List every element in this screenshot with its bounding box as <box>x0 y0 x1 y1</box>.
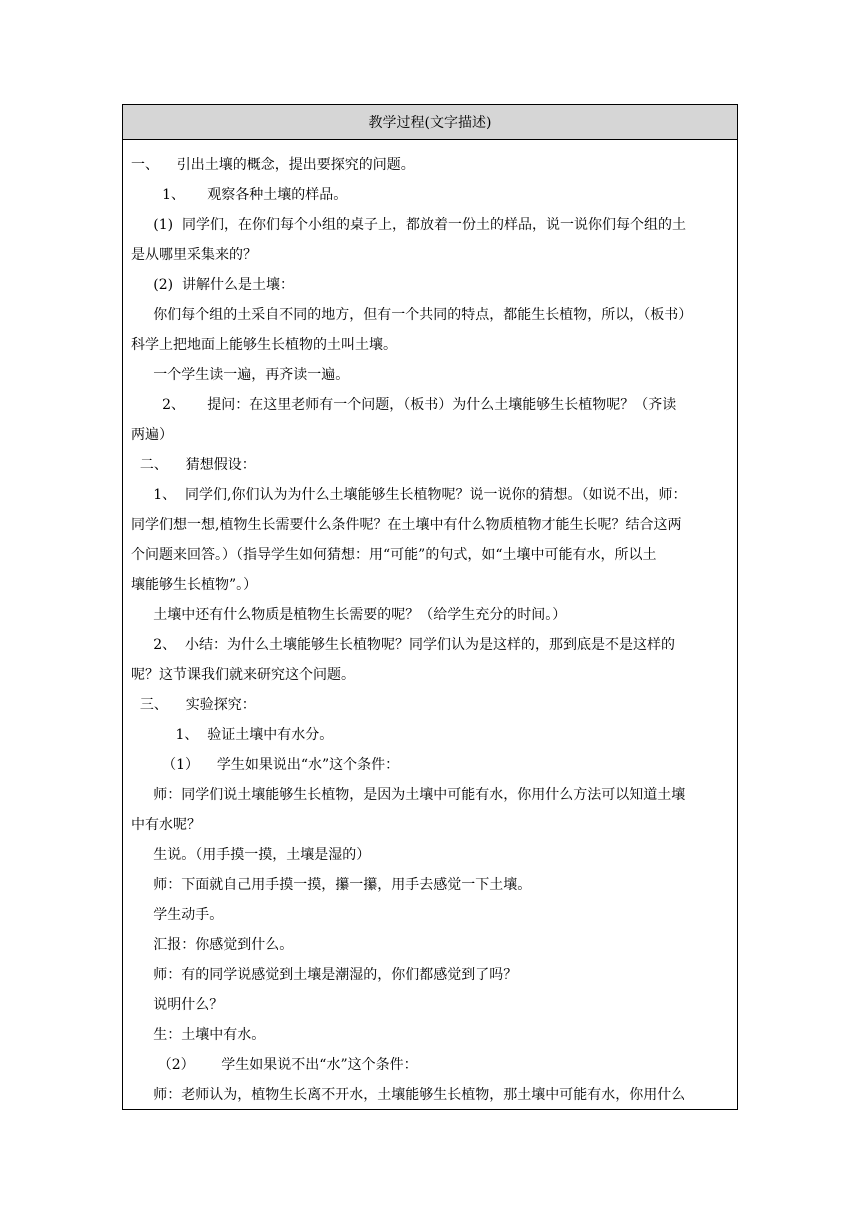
text-line: 是从哪里采集来的？ <box>131 247 257 263</box>
text-line: 师：同学们说土壤能够生长植物，是因为土壤中可能有水，你用什么方法可以知道土壤 <box>131 787 686 803</box>
text-line: （1） 学生如果说出“水”这个条件： <box>131 757 400 773</box>
table-header <box>123 105 737 140</box>
text-line: 两遍） <box>131 427 173 443</box>
table-body <box>123 140 737 1110</box>
text-line: 呢？这节课我们就来研究这个问题。 <box>131 667 355 683</box>
text-line: 师：老师认为，植物生长离不开水，土壤能够生长植物，那土壤中可能有水，你用什么 <box>131 1087 686 1103</box>
text-line: 1、 观察各种土壤的样品。 <box>131 187 348 203</box>
text-line: 师：有的同学说感觉到土壤是潮湿的，你们都感觉到了吗？ <box>131 967 518 983</box>
text-line: 个问题来回答。）（指导学生如何猜想：用“可能”的句式，如“土壤中可能有水，所以土 <box>131 547 657 563</box>
text-line: 科学上把地面上能够生长植物的土叫土壤。 <box>131 337 397 353</box>
text-line: （2） 学生如果说不出“水”这个条件： <box>131 1057 418 1073</box>
text-line: (1) 同学们，在你们每个小组的桌子上，都放着一份土的样品，说一说你们每个组的土 <box>131 217 686 233</box>
text-line: 生：土壤中有水。 <box>131 1027 266 1043</box>
text-line: 三、 实验探究： <box>131 697 256 713</box>
text-line: 1、 同学们,你们认为为什么土壤能够生长植物呢？说一说你的猜想。（如说不出，师： <box>131 487 687 503</box>
text-line: 师：下面就自己用手摸一摸，攥一攥，用手去感觉一下土壤。 <box>131 877 532 893</box>
text-line: 生说。（用手摸一摸，土壤是湿的） <box>131 847 371 863</box>
text-line: (2) 讲解什么是土壤： <box>131 277 294 293</box>
text-line: 学生动手。 <box>131 907 224 923</box>
text-line: 同学们想一想,植物生长需要什么条件呢？在土壤中有什么物质植物才能生长呢？结合这两 <box>131 517 682 533</box>
table-header-title: 教学过程(文字描述) <box>368 115 492 131</box>
text-line: 土壤中还有什么物质是植物生长需要的呢？（给学生充分的时间。） <box>131 607 567 623</box>
text-line: 壤能够生长植物”。） <box>131 577 258 593</box>
text-line: 你们每个组的土采自不同的地方，但有一个共同的特点，都能生长植物，所以，（板书） <box>131 307 693 323</box>
text-line: 1、 验证土壤中有水分。 <box>131 727 334 743</box>
text-line: 一个学生读一遍，再齐读一遍。 <box>131 367 350 383</box>
text-line: 二、 猜想假设： <box>131 457 256 473</box>
text-line: 2、 小结：为什么土壤能够生长植物呢？同学们认为是这样的，那到底是不是这样的 <box>131 637 676 653</box>
text-line: 汇报：你感觉到什么。 <box>131 937 294 953</box>
text-line: 一、 引出土壤的概念，提出要探究的问题。 <box>131 157 415 173</box>
text-line: 说明什么？ <box>131 997 224 1013</box>
text-line: 2、 提问：在这里老师有一个问题，（板书）为什么土壤能够生长植物呢？（齐读 <box>131 397 677 413</box>
lesson-table <box>122 104 738 1110</box>
text-line: 中有水呢？ <box>131 817 201 833</box>
